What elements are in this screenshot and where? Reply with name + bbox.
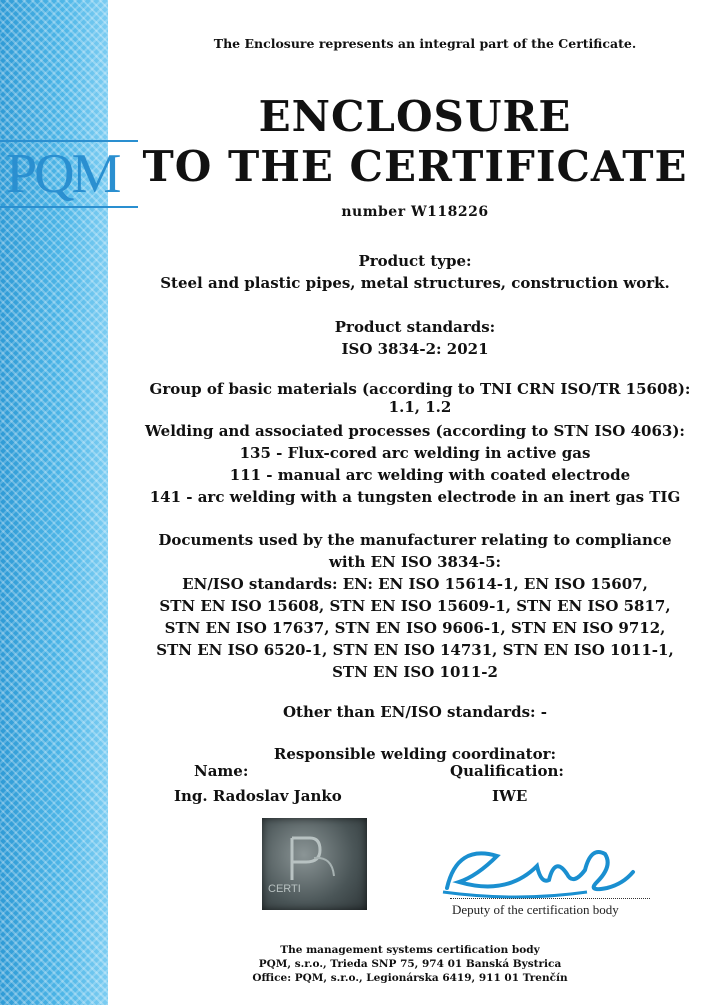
coordinator-name: Ing. Radoslav Janko — [174, 787, 342, 805]
title-line-1: ENCLOSURE — [258, 92, 572, 141]
hologram-text: CERTI — [268, 883, 301, 895]
signature-line — [450, 898, 650, 899]
group-materials: Group of basic materials (according to TNI CRN ISO/TR 15608): 1.1, 1.2 — [149, 380, 691, 416]
product-type-label: Product type: — [358, 252, 472, 270]
product-standards-value: ISO 3834-2: 2021 — [341, 340, 489, 358]
hologram-seal-graphic — [262, 818, 367, 910]
documents-line: STN EN ISO 15608, STN EN ISO 15609-1, STN EN ISO 5817, — [159, 597, 671, 615]
product-standards-label: Product standards: — [334, 318, 496, 336]
coordinator-qualification: IWE — [492, 787, 528, 805]
name-label: Name: — [194, 762, 249, 780]
logo-text: PQM — [6, 143, 119, 205]
footer-line: The management systems certification body — [280, 944, 540, 956]
welding-item: 111 - manual arc welding with coated electrode — [229, 466, 631, 484]
coordinator-label: Responsible welding coordinator: — [273, 745, 557, 763]
logo-bottom-line — [0, 206, 138, 208]
signature — [437, 836, 637, 906]
logo-top-line — [0, 140, 138, 142]
intro-note: The Enclosure represents an integral part of the Certificate. — [213, 36, 637, 51]
documents-label: with EN ISO 3834-5: — [328, 553, 502, 571]
documents-line: EN/ISO standards: EN: EN ISO 15614-1, EN ISO 15607, — [182, 575, 648, 593]
footer-line: PQM, s.r.o., Trieda SNP 75, 974 01 Banská Bystrica — [258, 958, 562, 970]
hologram-seal — [262, 818, 367, 910]
qualification-label: Qualification: — [450, 762, 564, 780]
documents-line: STN EN ISO 1011-2 — [332, 663, 498, 681]
product-type-value: Steel and plastic pipes, metal structures, construction work. — [160, 274, 670, 292]
documents-label: Documents used by the manufacturer relating to compliance — [158, 531, 672, 549]
welding-item: 135 - Flux-cored arc welding in active gas — [239, 444, 591, 462]
certificate-number: number W118226 — [341, 204, 489, 220]
footer-line: Office: PQM, s.r.o., Legionárska 6419, 911 01 Trenčín — [252, 972, 568, 984]
pqm-logo — [0, 140, 140, 210]
title-line-2: TO THE CERTIFICATE — [142, 142, 688, 191]
footer — [170, 943, 650, 985]
deputy-caption: Deputy of the certification body — [452, 902, 619, 917]
welding-label: Welding and associated processes (according to STN ISO 4063): — [145, 422, 685, 440]
welding-item: 141 - arc welding with a tungsten electrode in an inert gas TIG — [149, 488, 681, 506]
documents-line: STN EN ISO 17637, STN EN ISO 9606-1, STN EN ISO 9712, — [164, 619, 666, 637]
other-standards: Other than EN/ISO standards: - — [282, 703, 548, 721]
documents-line: STN EN ISO 6520-1, STN EN ISO 14731, STN EN ISO 1011-1, — [156, 641, 674, 659]
